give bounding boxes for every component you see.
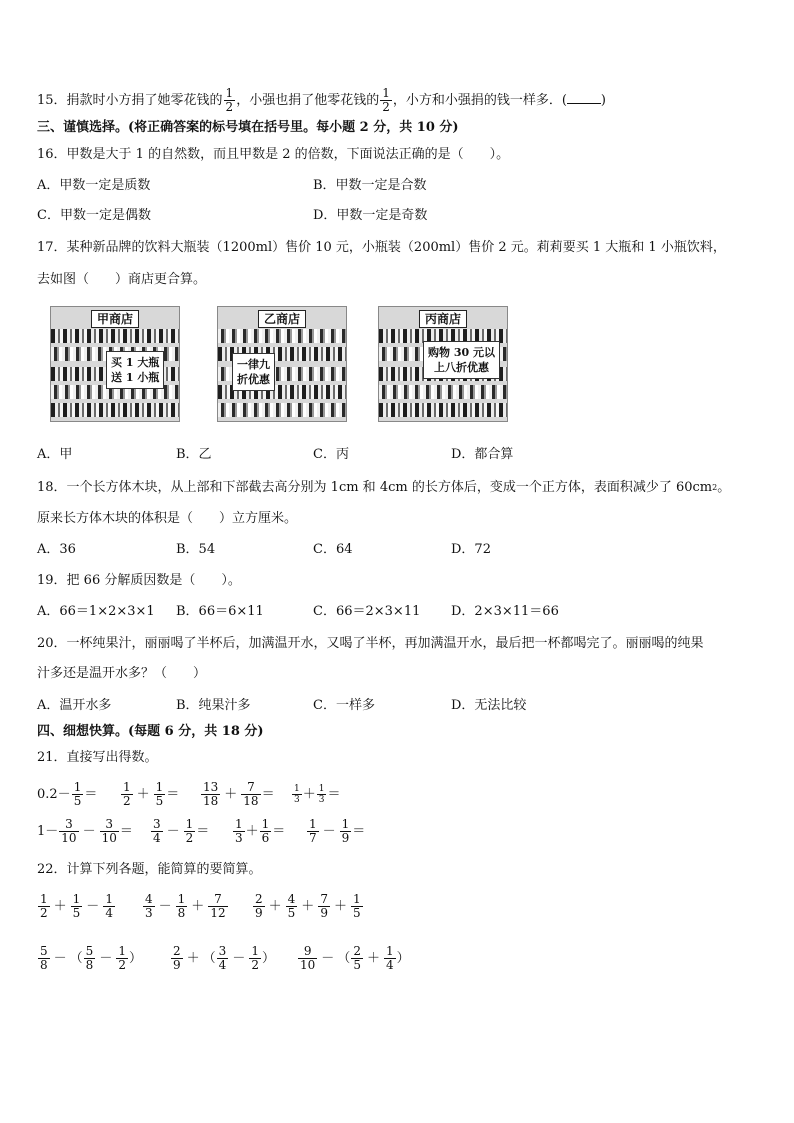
- expression: $\frac{1}{7}$ － $\frac{1}{9}$ ＝: [309, 817, 366, 845]
- expression: $\frac{1}{3}$ ＋ $\frac{1}{6}$ ＝: [235, 817, 286, 845]
- expression: $\frac{1}{2}$ ＋ $\frac{1}{5}$ ＝: [123, 780, 180, 808]
- promo-sign: 一律九 折优惠: [232, 353, 275, 391]
- option-a[interactable]: A．甲数一定是质数: [37, 178, 151, 193]
- promo-sign: 买 1 大瓶 送 1 小瓶: [106, 351, 164, 389]
- question-21: 21．直接写出得数。: [37, 750, 158, 765]
- option-b[interactable]: B．乙: [176, 447, 212, 462]
- store-photo-jia: [50, 306, 180, 422]
- expression: 0.2－ $\frac{1}{5}$ ＝: [37, 780, 98, 808]
- store-name: 丙商店: [419, 310, 467, 328]
- option-b[interactable]: B．甲数一定是合数: [313, 178, 427, 193]
- option-a[interactable]: A．温开水多: [37, 698, 112, 713]
- option-c[interactable]: C．甲数一定是偶数: [37, 208, 151, 223]
- option-b[interactable]: B．66＝6×11: [176, 604, 264, 619]
- expression: $\frac{3}{4}$ － $\frac{1}{2}$ ＝: [153, 817, 210, 845]
- expression: $\frac{9}{10}$ － （ $\frac{2}{5}$ ＋ $\frac{1}{4}$ ）: [300, 944, 410, 972]
- expression: $\frac{2}{9}$ ＋ （ $\frac{3}{4}$ － $\frac{1}{2}$ ）: [173, 944, 275, 972]
- option-b[interactable]: B．纯果汁多: [176, 698, 251, 713]
- fraction: $\frac{1}{2}$: [225, 86, 234, 114]
- expression: $\frac{1}{2}$ ＋ $\frac{1}{5}$ － $\frac{1}{4}$: [40, 892, 113, 920]
- store-name: 乙商店: [258, 310, 306, 328]
- option-a[interactable]: A．甲: [37, 447, 73, 462]
- question-20-line-1: 20．一杯纯果汁，丽丽喝了半杯后，加满温开水，又喝了半杯，再加满温开水，最后把一杯都喝完了。丽丽喝的纯果: [37, 636, 704, 651]
- expression: 1－ $\frac{3}{10}$ － $\frac{3}{10}$ ＝: [37, 817, 133, 845]
- expression: $\frac{2}{9}$ ＋ $\frac{4}{5}$ ＋ $\frac{7}{9}$ ＋ $\frac{1}{5}$: [255, 892, 361, 920]
- question-18-line-1: 18．一个长方体木块，从上部和下部截去高分别为 1cm 和 4cm 的长方体后，变成一个正方体，表面积减少了 $60cm^2$。: [37, 480, 731, 495]
- option-d[interactable]: D．甲数一定是奇数: [313, 208, 428, 223]
- option-d[interactable]: D．2×3×11＝66: [451, 604, 559, 619]
- option-d[interactable]: D．72: [451, 542, 491, 557]
- expression: $\frac{4}{3}$ － $\frac{1}{8}$ ＋ $\frac{7}{12}$: [145, 892, 226, 920]
- option-d[interactable]: D．都合算: [451, 447, 514, 462]
- option-c[interactable]: C．64: [313, 542, 353, 557]
- fraction: $\frac{1}{2}$: [382, 86, 390, 114]
- section-4-title: 四、细想快算。(每题 6 分，共 18 分): [37, 724, 264, 739]
- option-c[interactable]: C．丙: [313, 447, 349, 462]
- store-photo-yi: [217, 306, 347, 422]
- expression: $\frac{5}{8}$ － （ $\frac{5}{8}$ － $\frac{1}{2}$ ）: [40, 944, 142, 972]
- section-3-title: 三、谨慎选择。(将正确答案的标号填在括号里。每小题 2 分，共 10 分): [37, 120, 459, 135]
- question-16: 16．甲数是大于 1 的自然数，而且甲数是 2 的倍数，下面说法正确的是（ ）。: [37, 147, 510, 162]
- option-c[interactable]: C．66＝2×3×11: [313, 604, 421, 619]
- question-18-line-2: 原来长方体木块的体积是（ ）立方厘米。: [37, 511, 298, 526]
- answer-blank[interactable]: [567, 103, 601, 104]
- question-20-line-2: 汁多还是温开水多？（ ）: [37, 666, 207, 681]
- expression: $\frac{1}{3}$ ＋ $\frac{1}{3}$ ＝: [294, 784, 341, 805]
- option-a[interactable]: A．36: [37, 542, 76, 557]
- option-a[interactable]: A．66＝1×2×3×1: [37, 604, 155, 619]
- store-name: 甲商店: [91, 310, 139, 328]
- option-d[interactable]: D．无法比较: [451, 698, 527, 713]
- question-17-line-2: 去如图（ ）商店更合算。: [37, 272, 207, 287]
- expression: $\frac{13}{18}$ ＋ $\frac{7}{18}$ ＝: [203, 780, 275, 808]
- option-b[interactable]: B．54: [176, 542, 216, 557]
- promo-sign: 购物 30 元以 上八折优惠: [423, 341, 500, 379]
- question-19: 19．把 66 分解质因数是（ ）。: [37, 573, 241, 588]
- question-15: 15．捐款时小方捐了她零花钱的 $\frac{1}{2}$ ，小强也捐了他零花钱的 $\frac{1}{2}$ ，小方和小强捐的钱一样多．( ): [37, 86, 606, 114]
- question-17-line-1: 17．某种新品牌的饮料大瓶装（1200ml）售价 10 元，小瓶装（200ml）售价 2 元。莉莉要买 1 大瓶和 1 小瓶饮料，: [37, 240, 726, 255]
- question-22: 22．计算下列各题，能简算的要简算。: [37, 862, 262, 877]
- option-c[interactable]: C．一样多: [313, 698, 375, 713]
- store-photo-bing: [378, 306, 508, 422]
